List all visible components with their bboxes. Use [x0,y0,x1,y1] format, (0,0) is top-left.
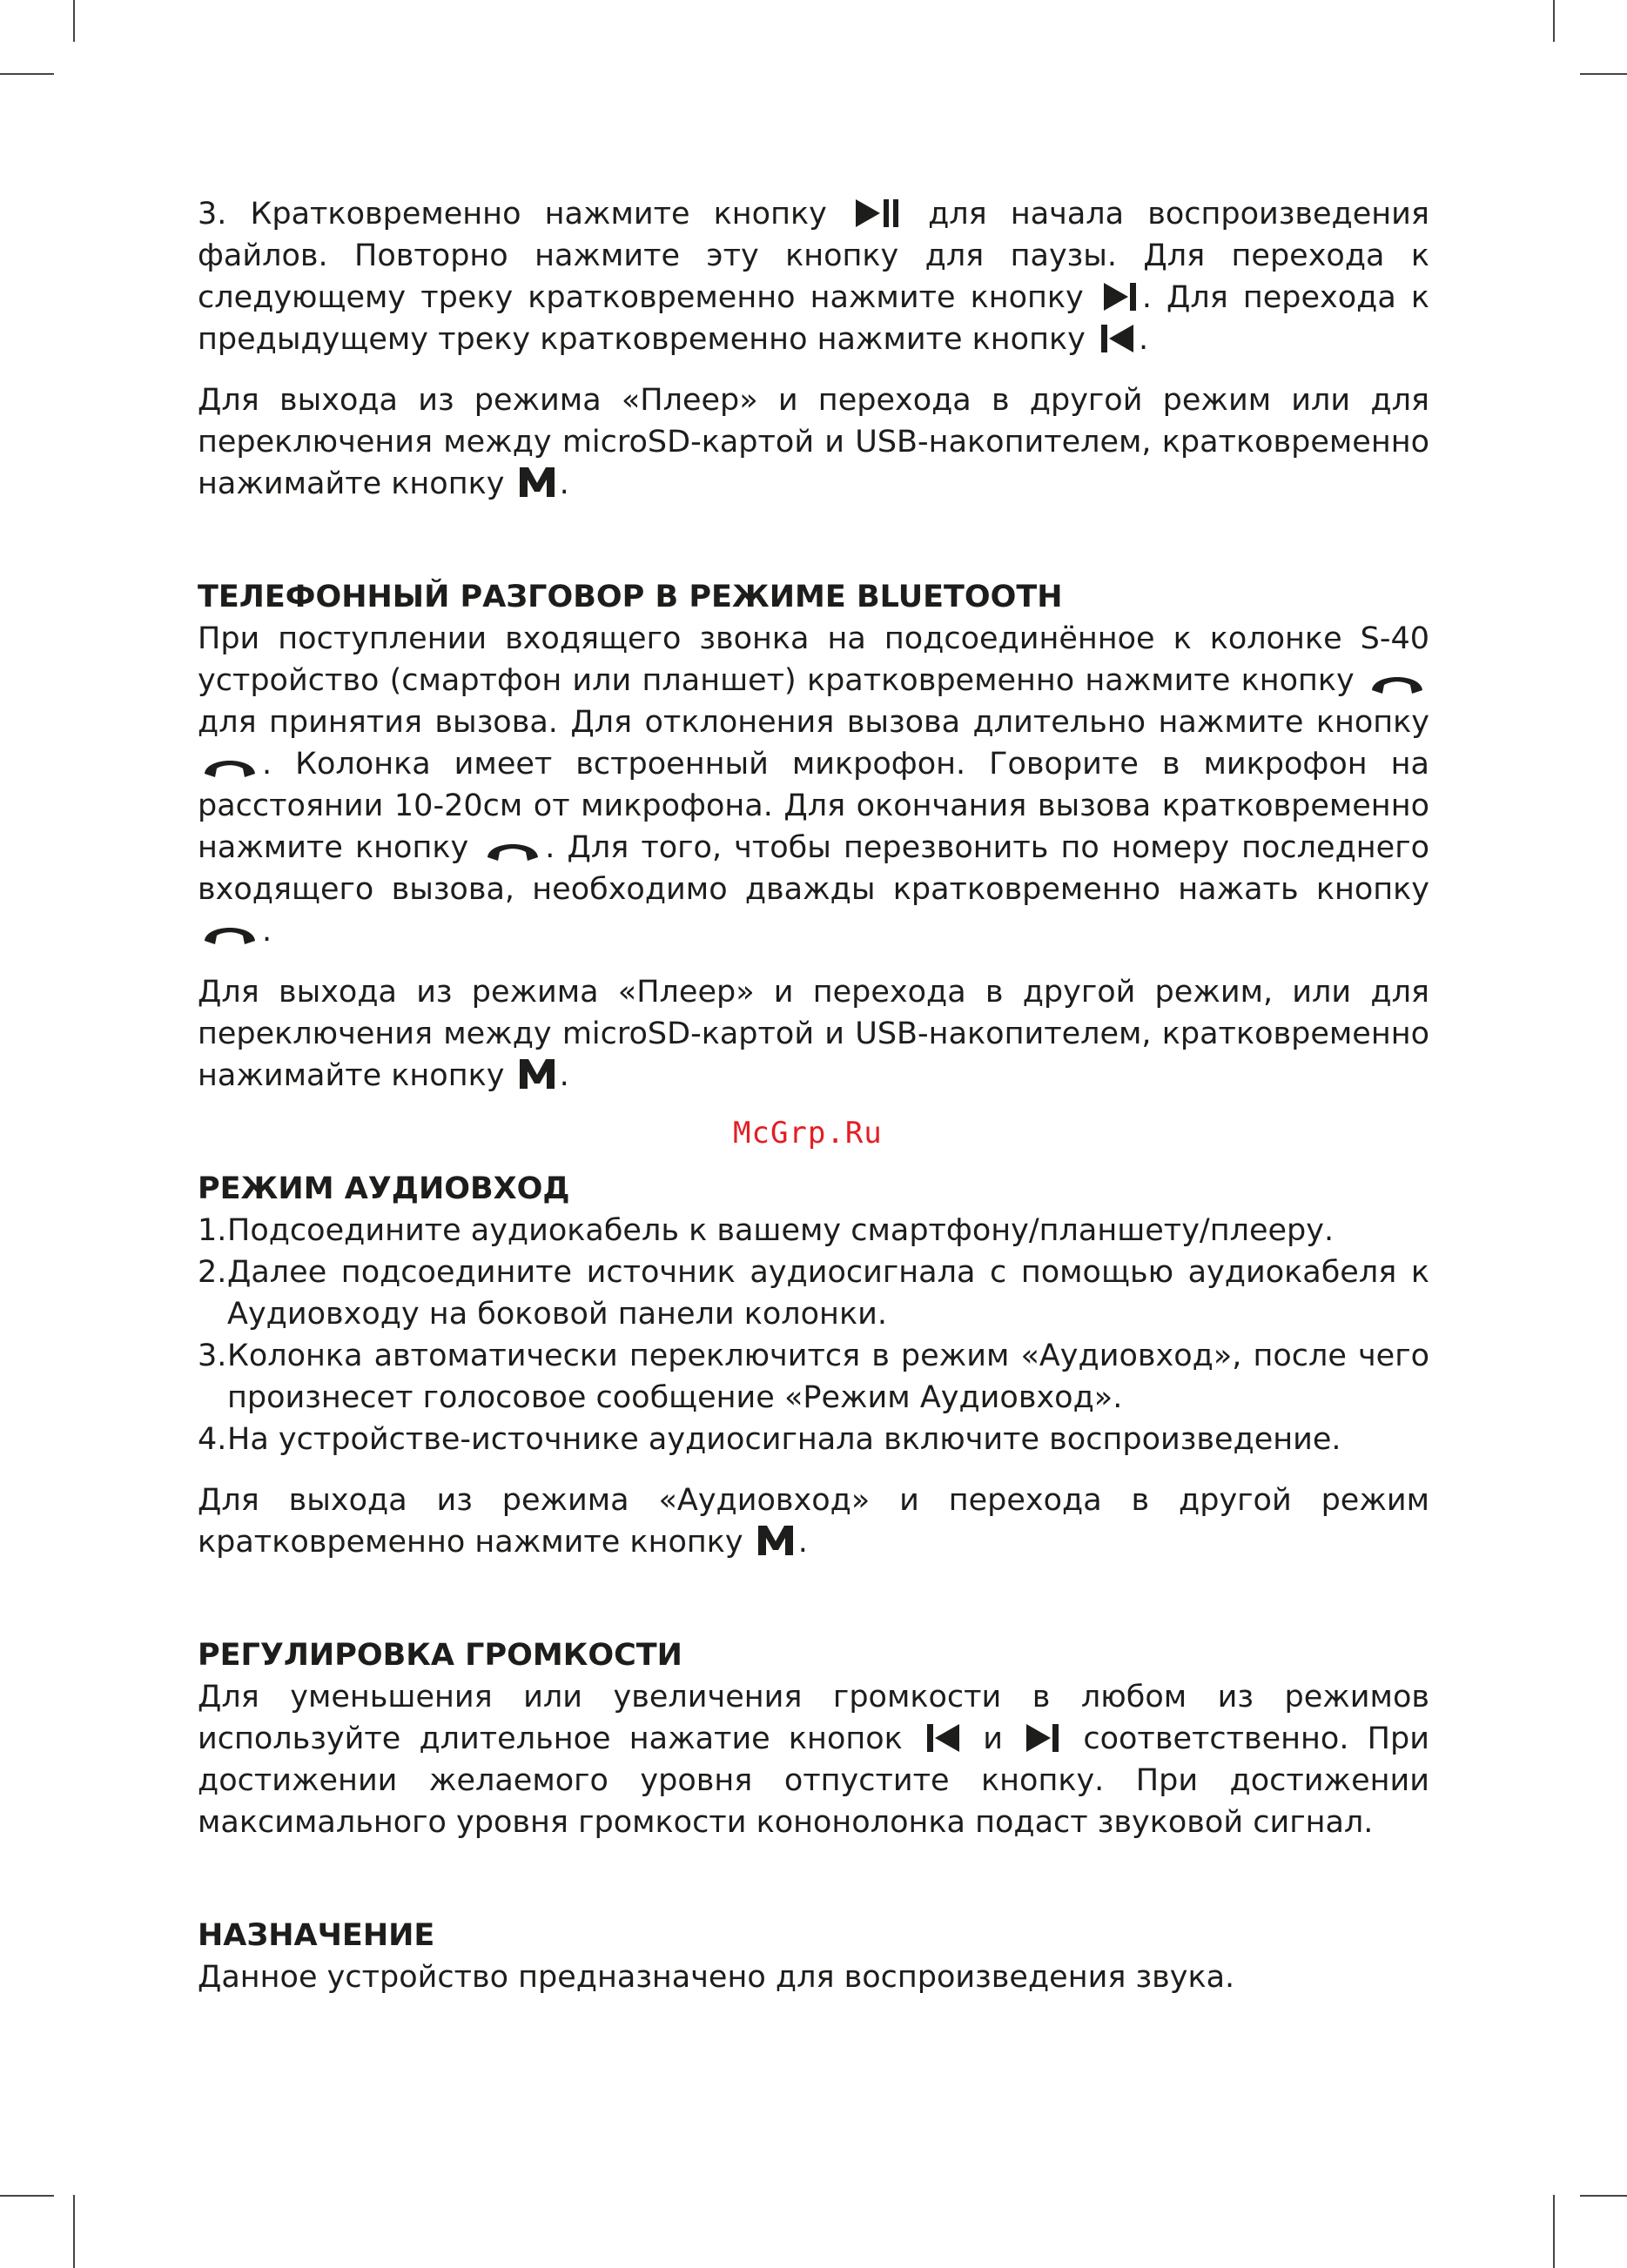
list-item: 2. Далее подсоедините источник аудиосигнала с помощью аудиокабеля к Аудиовходу на боковой панели колонки. [198,1255,1429,1332]
next-track-icon [1102,281,1139,312]
phone-icon [484,833,541,862]
mode-m-icon [518,1057,556,1090]
crop-mark [73,2195,75,2268]
section-volume [198,1634,1429,1843]
section-title: РЕЖИМ АУДИОВХОД [198,1171,570,1206]
section-title: НАЗНАЧЕНИЕ [198,1918,435,1953]
audio-steps [198,1210,1429,1460]
crop-mark [73,0,75,42]
player-step-3: 3. Кратковременно нажмите кнопку для начала воспроизведения файлов. Повторно нажмите эту кнопку для паузы. Для перехода к следующему треку кратковременно нажмите кнопку . Для перехода к предыдущему треку кратковременно нажмите кнопку . [198,197,1429,357]
phone-icon [1368,666,1426,695]
audio-exit-note: Для выхода из режима «Аудиовход» и перехода в другой режим кратковременно нажмите кнопку . [198,1483,1429,1560]
previous-track-icon [924,1722,961,1754]
phone-instructions: При поступлении входящего звонка на подсоединённое к колонке S-40 устройство (смартфон или планшет) кратковременно нажмите кнопку для принятия вызова. Для отклонения вызова длительно нажмите кнопку . Колонка имеет встроенный микрофон. Говорите в микрофон на расстоянии 10-20см от микрофона. Для окончания вызова кратковременно нажмите кнопку . Для того, чтобы перезвонить по номеру последнего входящего вызова, необходимо дважды кратковременно нажать кнопку . [198,621,1429,949]
list-item: 1. Подсоедините аудиокабель к вашему смартфону/планшету/плееру. [198,1213,1335,1248]
mode-m-icon [756,1524,795,1557]
phone-icon [201,916,259,946]
crop-mark [0,73,54,75]
crop-mark [1553,0,1555,42]
manual-page [198,193,1429,1998]
section-purpose [198,1915,1429,1998]
phone-exit-note: Для выхода из режима «Плеер» и перехода в другой режим, или для переключения между microSD-картой и USB-накопителем, кратковременно нажимайте кнопку . [198,975,1429,1093]
mode-m-icon [518,466,556,499]
section-phone [198,576,1429,1097]
crop-mark [1580,73,1627,75]
section-audio-input [198,1168,1429,1563]
step-number: 3. [198,197,227,231]
list-item: 3. Колонка автоматически переключится в режим «Аудиовход», после чего произнесет голосовое сообщение «Режим Аудиовход». [198,1339,1429,1415]
volume-instructions: Для уменьшения или увеличения громкости в любом из режимов используйте длительное нажатие кнопок и соответственно. При достижении желаемого уровня отпустите кнопку. При достижении максимального уровня громкости кононолонка подаст звуковой сигнал. [198,1680,1429,1840]
crop-mark [1553,2195,1555,2268]
watermark: McGrp.Ru [733,1116,883,1151]
phone-icon [201,749,259,779]
play-pause-icon [854,198,901,229]
crop-mark [0,2195,54,2197]
player-exit-note: Для выхода из режима «Плеер» и перехода в другой режим или для переключения между microSD-картой и USB-накопителем, кратковременно нажимайте кнопку . [198,383,1429,501]
previous-track-icon [1099,323,1135,354]
section-title: ТЕЛЕФОННЫЙ РАЗГОВОР В РЕЖИМЕ BLUETOOTH [198,580,1063,614]
section-title: РЕГУЛИРОВКА ГРОМКОСТИ [198,1638,682,1673]
next-track-icon [1025,1722,1061,1754]
list-item: 4. На устройстве-источнике аудиосигнала включите воспроизведение. [198,1422,1341,1457]
crop-mark [1580,2195,1627,2197]
purpose-text: Данное устройство предназначено для воспроизведения звука. [198,1960,1235,1995]
